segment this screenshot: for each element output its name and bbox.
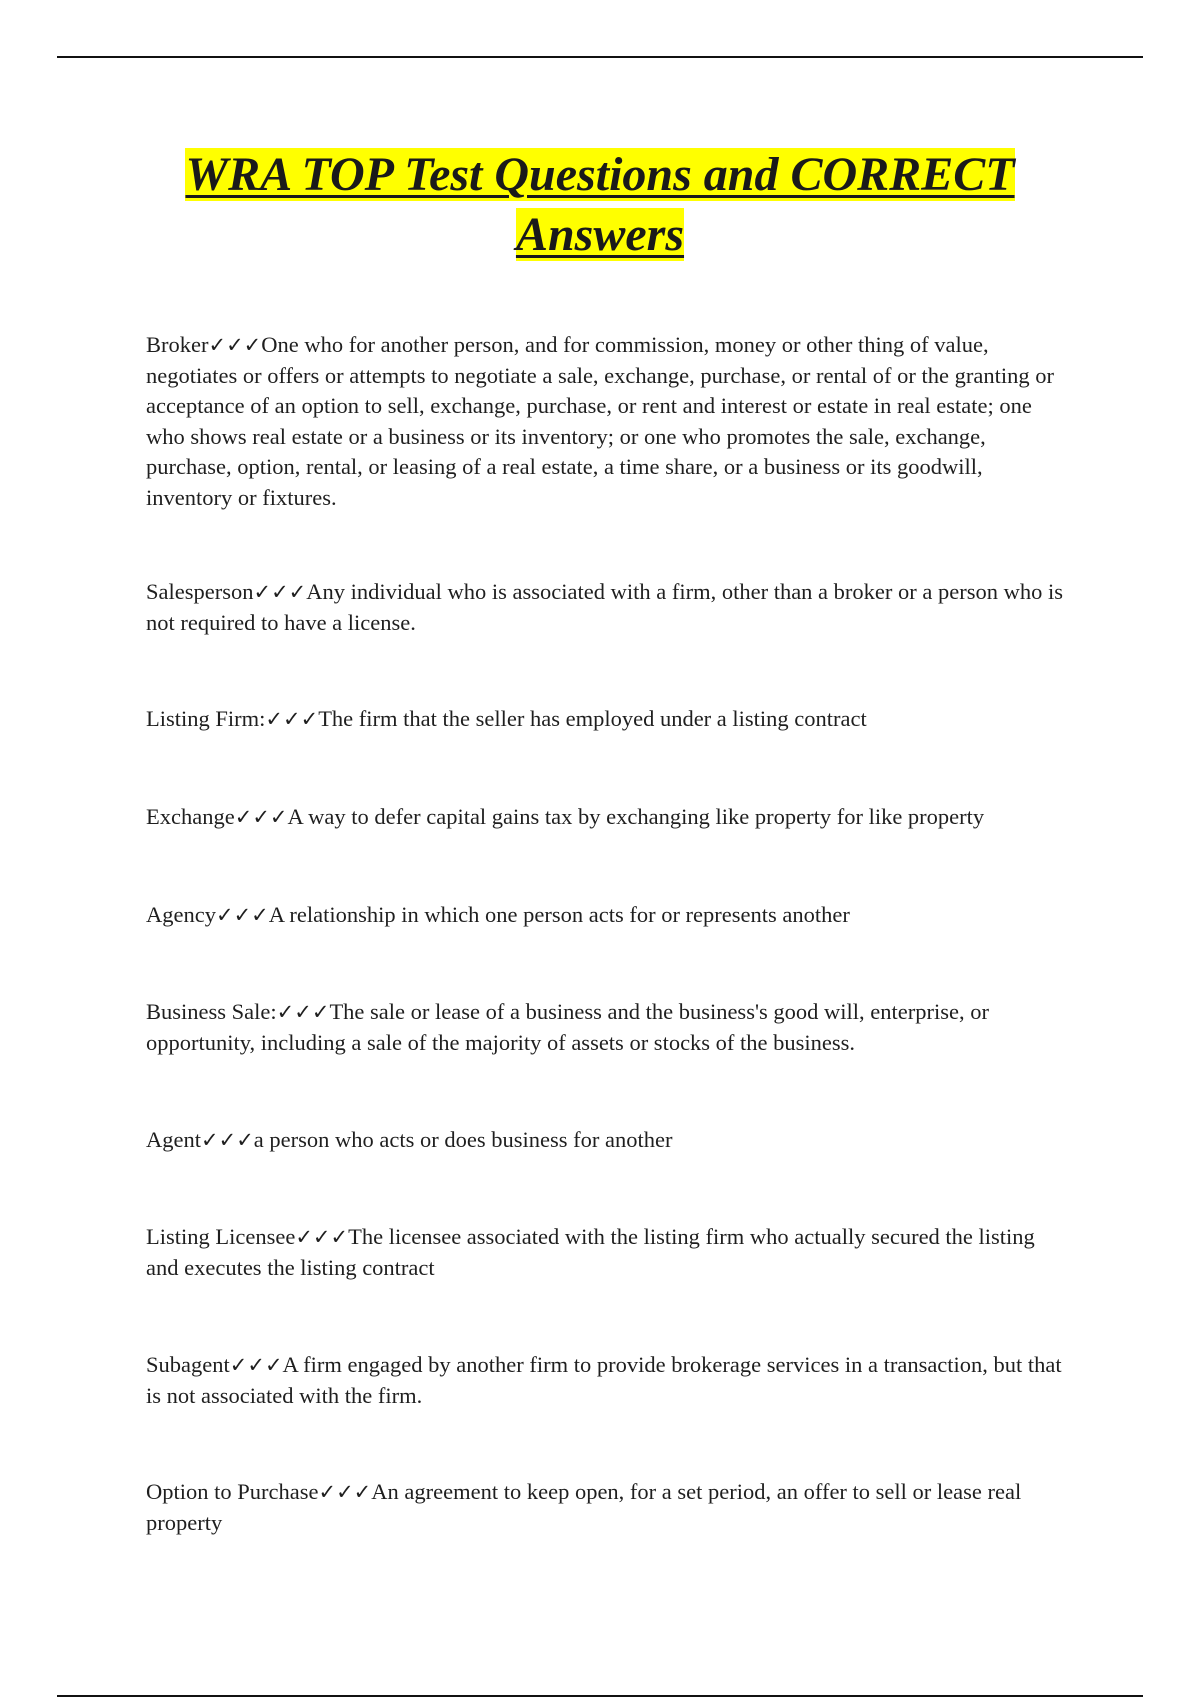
check-marks-icon: ✓✓✓	[215, 903, 269, 927]
list-item	[146, 802, 1066, 833]
definition: a person who acts or does business for another	[253, 1127, 673, 1152]
title-line-1: WRA TOP Test Questions and CORRECT	[185, 148, 1015, 201]
check-marks-icon: ✓✓✓	[208, 333, 262, 357]
definition: A firm engaged by another firm to provide brokerage services in a transaction, but that is not associated with the firm.	[146, 1352, 1062, 1408]
list-item	[146, 704, 1066, 735]
title-line-2: Answers	[515, 208, 685, 261]
term: Exchange	[146, 804, 235, 829]
definition: Any individual who is associated with a firm, other than a broker or a person who is not required to have a license.	[146, 579, 1063, 635]
check-marks-icon: ✓✓✓	[276, 1000, 330, 1024]
definition: The sale or lease of a business and the business's good will, enterprise, or opportunity, including a sale of the majority of assets or stocks of the business.	[146, 999, 989, 1055]
definition: A way to defer capital gains tax by exchanging like property for like property	[287, 804, 985, 829]
list-item	[146, 1222, 1066, 1283]
term: Agent	[146, 1127, 201, 1152]
term: Subagent	[146, 1352, 230, 1377]
term: Listing Firm:	[146, 706, 266, 731]
check-marks-icon: ✓✓✓	[253, 580, 307, 604]
list-item	[146, 997, 1066, 1058]
list-item	[146, 1350, 1066, 1411]
definition: A relationship in which one person acts for or represents another	[268, 902, 850, 927]
top-rule	[57, 56, 1143, 58]
definition: An agreement to keep open, for a set period, an offer to sell or lease real property	[146, 1479, 1022, 1535]
bottom-rule	[57, 1695, 1143, 1697]
check-marks-icon: ✓✓✓	[318, 1480, 372, 1504]
list-item	[146, 1477, 1066, 1538]
list-item	[146, 577, 1066, 638]
document-title	[100, 145, 1100, 265]
list-item	[146, 1125, 1066, 1156]
check-marks-icon: ✓✓✓	[265, 707, 319, 731]
term: Business Sale:	[146, 999, 277, 1024]
definition: The licensee associated with the listing firm who actually secured the listing and executes the listing contract	[146, 1224, 1035, 1280]
check-marks-icon: ✓✓✓	[201, 1128, 254, 1152]
term: Salesperson	[146, 579, 254, 604]
definition: One who for another person, and for commission, money or other thing of value, negotiates or offers or attempts to negotiate a sale, exchange, purchase, or rental of or the granting or acceptance of an option to sell, exchange, purchase, or rent and interest or estate in real estate; one who shows real estate or a business or its inventory; or one who promotes the sale, exchange, purchase, option, rental, or leasing of a real estate, a time share, or a business or its goodwill, inventory or fixtures.	[146, 332, 1054, 510]
check-marks-icon: ✓✓✓	[295, 1225, 349, 1249]
definition: The firm that the seller has employed under a listing contract	[318, 706, 867, 731]
list-item	[146, 900, 1066, 931]
check-marks-icon: ✓✓✓	[229, 1353, 283, 1377]
check-marks-icon: ✓✓✓	[234, 805, 288, 829]
term: Option to Purchase	[146, 1479, 319, 1504]
term: Agency	[146, 902, 216, 927]
list-item	[146, 330, 1066, 513]
term: Listing Licensee	[146, 1224, 296, 1249]
term: Broker	[146, 332, 209, 357]
